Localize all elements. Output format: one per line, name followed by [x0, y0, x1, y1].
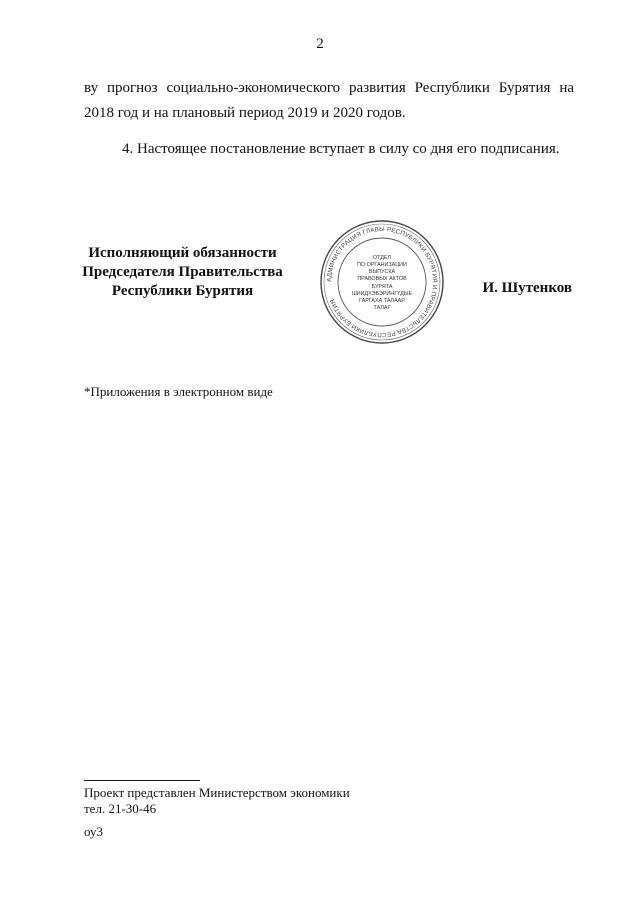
seal-center-line-4: ПРАВОВЫХ АКТОВ — [357, 276, 407, 282]
appendix-note: *Приложения в электронном виде — [84, 384, 273, 399]
seal-center-line-7: ГАРГАХА ТАЛААР — [359, 298, 405, 304]
seal-center-line-2: ПО ОРГАНИЗАЦИИ — [357, 262, 407, 268]
body-paragraph-1-line-1: ву прогноз социально-экономического развития Республики Бурятия на — [84, 80, 574, 96]
signatory-name: И. Шутенков — [482, 280, 572, 296]
footnote-divider — [84, 780, 200, 781]
signatory-title-line-1: Исполняющий обязанности — [88, 245, 277, 261]
page-number: 2 — [316, 36, 324, 52]
seal-center-line-6: ШИИДХЭБЭРИНГҮДЫЕ — [351, 291, 413, 297]
signatory-title-line-2: Председателя Правительства — [82, 264, 283, 280]
svg-text:АДМИНИСТРАЦИЯ ГЛАВЫ РЕСПУБЛИКИ — [326, 226, 438, 338]
signatory-title-line-3: Республики Бурятия — [111, 283, 254, 299]
footer-phone: тел. 21-30-46 — [84, 801, 157, 816]
body-paragraph-1-line-2: 2018 год и на плановый период 2019 и 2020 годов. — [84, 105, 406, 121]
body-paragraph-2: 4. Настоящее постановление вступает в силу со дня его подписания. — [122, 141, 560, 157]
official-seal — [318, 218, 446, 346]
seal-center-line-5: БУРЯТА — [371, 284, 393, 290]
seal-center-line-8: ТАЛАГ — [373, 305, 391, 311]
body-paragraph-1 — [84, 76, 574, 126]
seal-center-line-3: ВЫПУСКА — [368, 269, 396, 275]
footer-author: Проект представлен Министерством экономики — [84, 785, 350, 800]
seal-center-line-1: ОТДЕЛ — [372, 255, 392, 261]
seal-ring-text: АДМИНИСТРАЦИЯ ГЛАВЫ РЕСПУБЛИКИ БУРЯТИЯ И ПРАВИТЕЛЬСТВА РЕСПУБЛИКИ БУРЯТИЯ — [325, 225, 439, 339]
signatory-title — [70, 244, 295, 301]
footer-code: оу3 — [84, 824, 104, 839]
